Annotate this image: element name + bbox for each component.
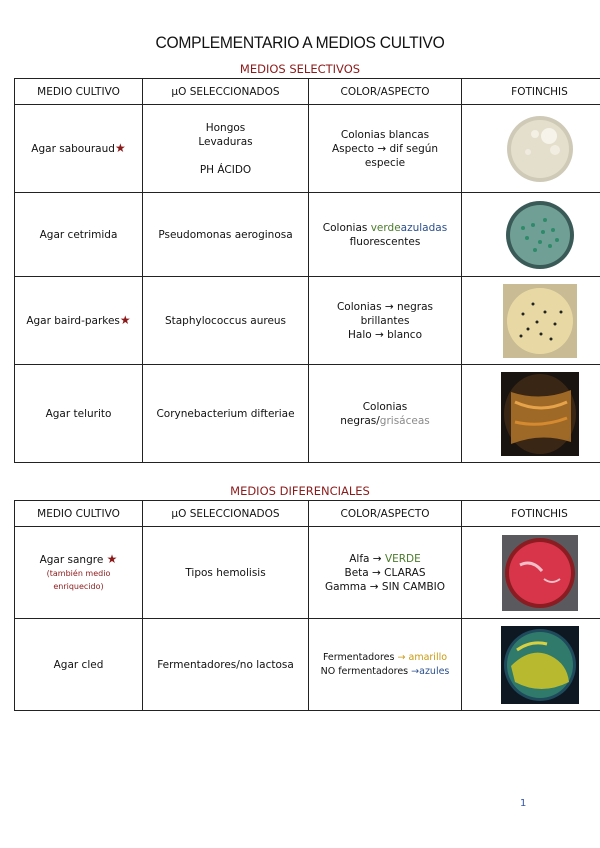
uo-line: Levaduras xyxy=(198,135,253,148)
color-cell xyxy=(309,105,462,193)
petri-dish-image xyxy=(505,200,575,270)
color-line: Colonias blancas xyxy=(340,128,430,141)
color-text: Alfa → xyxy=(349,552,385,565)
table-row xyxy=(15,277,600,365)
col-header-uo: µO SELECCIONADOS xyxy=(143,501,309,527)
uo-line: PH ÁCIDO xyxy=(199,163,252,176)
star-icon: ★ xyxy=(119,313,131,327)
petri-dish-image xyxy=(501,626,579,704)
medio-cell xyxy=(15,527,143,619)
col-header-medio: MEDIO CULTIVO xyxy=(15,501,143,527)
color-text-blue: azuladas xyxy=(400,221,448,234)
uo-cell: Tipos hemolisis xyxy=(143,527,309,619)
col-header-color: COLOR/ASPECTO xyxy=(309,79,462,105)
medio-name: Agar sangre xyxy=(39,554,104,566)
color-line: Aspecto → dif según especie xyxy=(331,142,439,169)
medio-cell: Agar cled xyxy=(15,619,143,711)
medio-name: Agar baird-parkes xyxy=(26,315,120,327)
table-row xyxy=(15,527,600,619)
color-text-green: VERDE xyxy=(384,552,421,565)
photo-cell xyxy=(462,193,600,277)
color-text: Fermentadores xyxy=(322,651,398,663)
table-selectivos xyxy=(14,78,600,463)
medio-cell xyxy=(15,105,143,193)
color-line: Halo → blanco xyxy=(347,328,422,341)
color-text: Gamma → SIN CAMBIO xyxy=(324,580,446,593)
petri-dish-image xyxy=(502,535,578,611)
table-row xyxy=(15,619,600,711)
page-number: 1 xyxy=(520,798,527,809)
medio-cell: Agar telurito xyxy=(15,365,143,463)
uo-cell: Pseudomonas aeroginosa xyxy=(143,193,309,277)
medio-name: Agar sabouraud xyxy=(31,143,115,155)
section-heading-selectivos: MEDIOS SELECTIVOS xyxy=(239,62,361,76)
color-text: Colonias xyxy=(322,221,371,234)
medio-cell xyxy=(15,277,143,365)
uo-cell: Staphylococcus aureus xyxy=(143,277,309,365)
table-row xyxy=(15,193,600,277)
color-text-green: verde xyxy=(370,221,401,234)
uo-cell xyxy=(143,105,309,193)
petri-dish-image xyxy=(503,284,577,358)
medio-cell: Agar cetrimida xyxy=(15,193,143,277)
uo-cell: Fermentadores/no lactosa xyxy=(143,619,309,711)
note-line: enriquecido) xyxy=(53,582,104,591)
color-text: Beta → CLARAS xyxy=(344,566,426,579)
uo-cell: Corynebacterium difteriae xyxy=(143,365,309,463)
col-header-foto: FOTINCHIS xyxy=(462,501,600,527)
color-text-blue: →azules xyxy=(411,665,450,677)
color-cell xyxy=(309,193,462,277)
col-header-uo: µO SELECCIONADOS xyxy=(143,79,309,105)
section-heading-diferenciales: MEDIOS DIFERENCIALES xyxy=(230,484,370,498)
color-line: Colonias → negras xyxy=(336,300,434,313)
color-text: fluorescentes xyxy=(349,235,421,248)
col-header-medio: MEDIO CULTIVO xyxy=(15,79,143,105)
photo-cell xyxy=(462,277,600,365)
color-cell xyxy=(309,365,462,463)
page-title: COMPLEMENTARIO A MEDIOS CULTIVO xyxy=(155,33,445,52)
table-row xyxy=(15,105,600,193)
star-icon: ★ xyxy=(114,141,126,155)
color-cell xyxy=(309,277,462,365)
color-text: NO fermentadores xyxy=(320,665,412,677)
table-diferenciales xyxy=(14,500,600,711)
photo-cell xyxy=(462,527,600,619)
photo-cell xyxy=(462,619,600,711)
photo-cell xyxy=(462,365,600,463)
color-text-yellow: → amarillo xyxy=(397,651,448,663)
color-text: negras/ xyxy=(340,414,380,427)
color-cell xyxy=(309,619,462,711)
uo-line: Hongos xyxy=(205,121,246,134)
col-header-color: COLOR/ASPECTO xyxy=(309,501,462,527)
table-row xyxy=(15,365,600,463)
star-icon: ★ xyxy=(106,552,118,566)
col-header-foto: FOTINCHIS xyxy=(462,79,600,105)
color-line: brillantes xyxy=(360,314,410,327)
petri-dish-image xyxy=(501,372,579,456)
note-line: (también medio xyxy=(46,569,111,578)
color-text: Colonias xyxy=(362,400,408,413)
color-text-gray: grisáceas xyxy=(379,414,430,427)
photo-cell xyxy=(462,105,600,193)
petri-dish-image xyxy=(505,114,575,184)
color-cell xyxy=(309,527,462,619)
